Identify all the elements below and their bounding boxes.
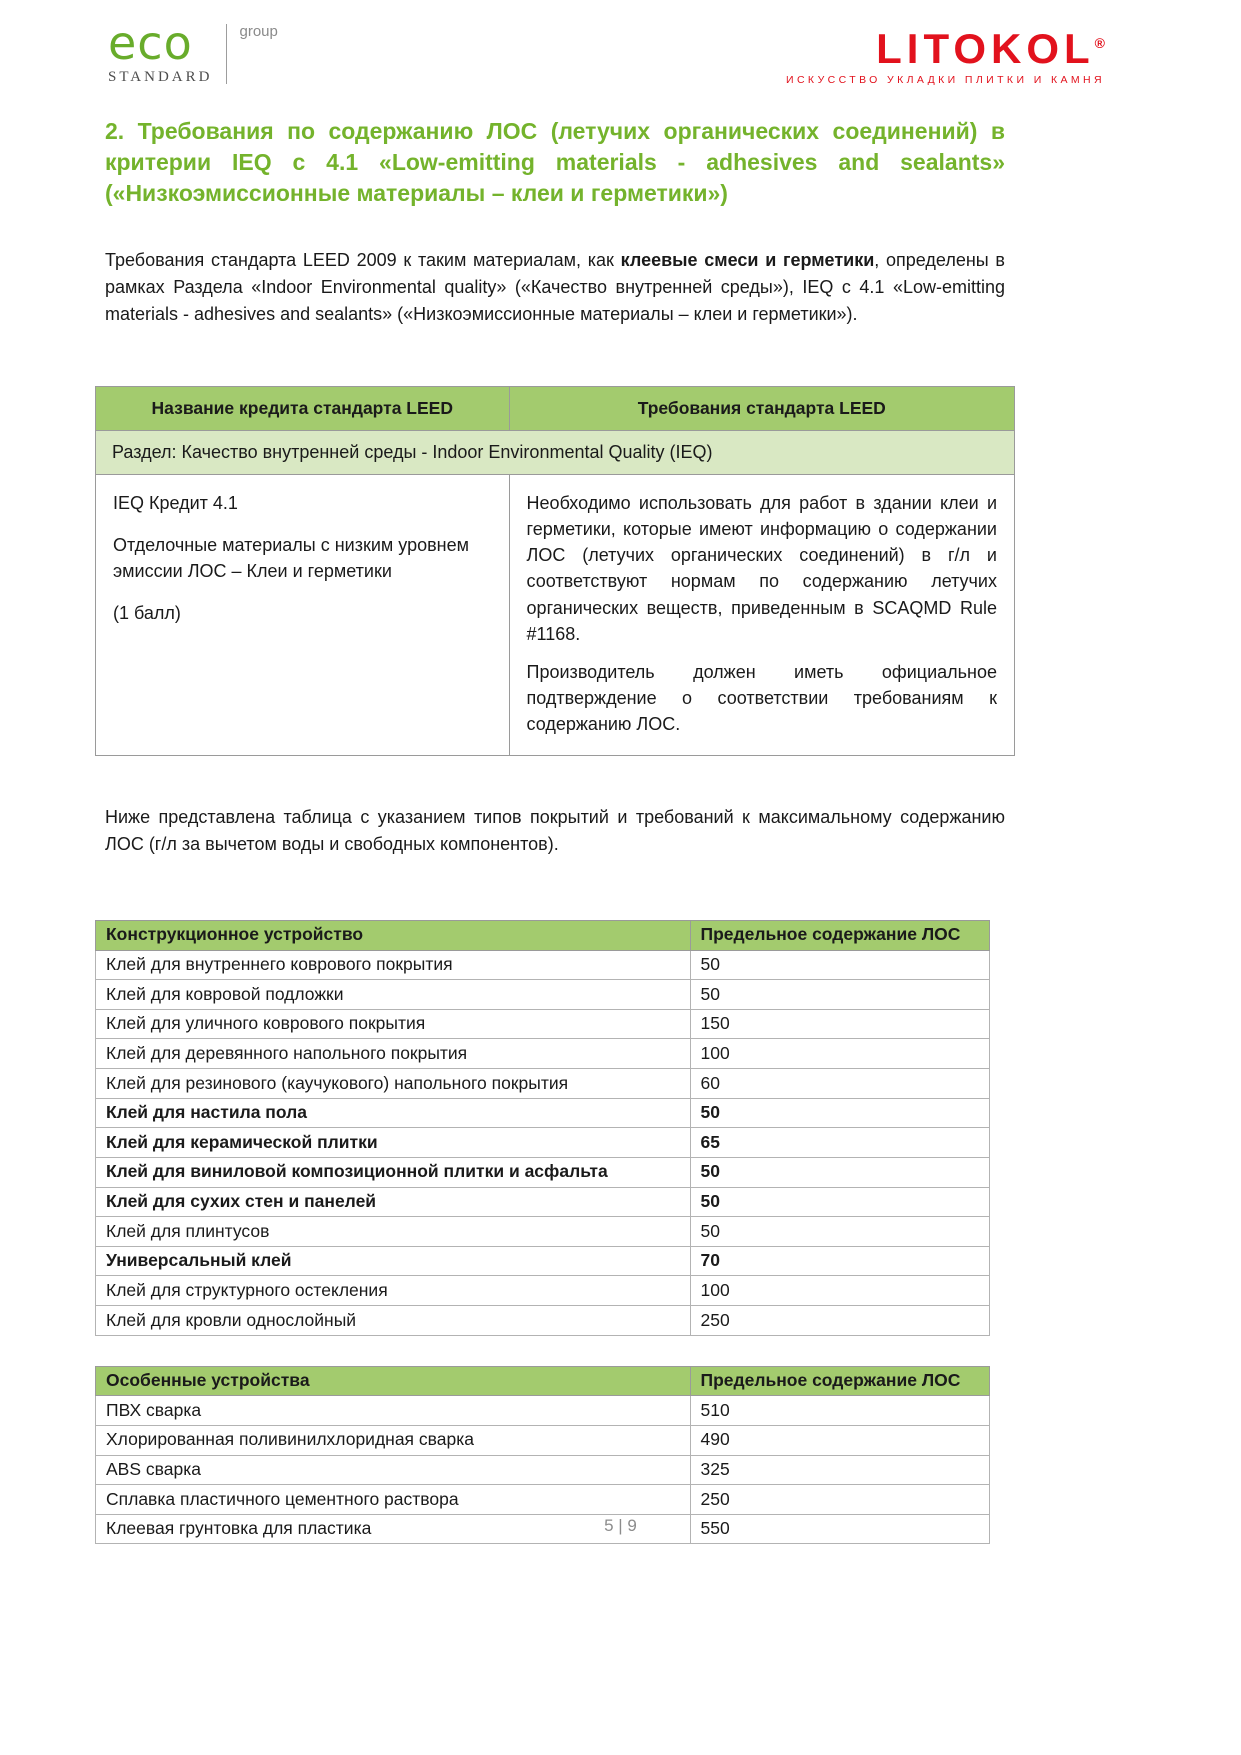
registered-mark-icon: ® bbox=[1094, 35, 1105, 51]
device-name-cell: Клей для уличного коврового покрытия bbox=[96, 1009, 691, 1039]
document-content bbox=[0, 116, 1241, 1544]
device-name-cell: ABS сварка bbox=[96, 1455, 691, 1485]
device-name-cell: Клей для керамической плитки bbox=[96, 1128, 691, 1158]
device-name-cell: Клей для резинового (каучукового) напольного покрытия bbox=[96, 1069, 691, 1099]
intro-part2: , определены в рамках Раздела «Indoor Environmental quality» («Качество внутренней среды»), IEQ с 4.1 «Low-emitting materials - adhesives and sealants» («Низкоэмиссионные материалы – клеи и герметики»). bbox=[105, 250, 1005, 325]
note-paragraph: Ниже представлена таблица с указанием типов покрытий и требований к максимальному содержанию ЛОС (г/л за вычетом воды и свободных компонентов). bbox=[105, 806, 1005, 854]
intro-bold: клеевые смеси и герметики bbox=[620, 250, 875, 271]
voc-limit-cell: 50 bbox=[690, 1217, 990, 1247]
leed-table-section-cell: Раздел: Качество внутренней среды - Indoor Environmental Quality (IEQ) bbox=[96, 431, 1015, 475]
device-name-cell: Клей для деревянного напольного покрытия bbox=[96, 1039, 691, 1069]
intro-part1: Требования стандарта LEED 2009 к таким материалам, как bbox=[105, 250, 621, 271]
voc-limit-cell: 150 bbox=[690, 1009, 990, 1039]
device-name-cell: Клей для сухих стен и панелей bbox=[96, 1187, 691, 1217]
leed-table-header-row bbox=[96, 387, 1015, 431]
special-table-header-device: Особенные устройства bbox=[96, 1366, 691, 1396]
device-name-cell: Клей для плинтусов bbox=[96, 1217, 691, 1247]
leed-table-header-requirements: Требования стандарта LEED bbox=[509, 387, 1014, 431]
table-row bbox=[96, 1039, 990, 1069]
device-name-cell: Клей для кровли однослойный bbox=[96, 1306, 691, 1336]
voc-limit-cell: 50 bbox=[690, 1098, 990, 1128]
table-row bbox=[96, 1009, 990, 1039]
table-row bbox=[96, 1098, 990, 1128]
leed-table-header-credit: Название кредита стандарта LEED bbox=[96, 387, 510, 431]
table-row bbox=[96, 1455, 990, 1485]
requirement-paragraph-1: Необходимо использовать для работ в здании клеи и герметики, которые имеют информацию о содержании ЛОС (летучих органических соединений) в г/л и соответствуют нормам по содержанию летучих органических веществ, приведенным в SCAQMD Rule #1168. bbox=[526, 493, 997, 644]
litokol-name-text: LITOKOL bbox=[876, 25, 1095, 72]
table-row bbox=[96, 1128, 990, 1158]
voc-limit-cell: 100 bbox=[690, 1039, 990, 1069]
eco-logo-standard: STANDARD bbox=[108, 68, 213, 85]
requirements-cell bbox=[509, 475, 1014, 756]
leed-table-section-row bbox=[96, 431, 1015, 475]
device-name-cell: Хлорированная поливинилхлоридная сварка bbox=[96, 1425, 691, 1455]
device-name-cell: Универсальный клей bbox=[96, 1246, 691, 1276]
table-row bbox=[96, 1485, 990, 1515]
eco-logo-divider bbox=[226, 24, 227, 84]
voc-limit-cell: 490 bbox=[690, 1425, 990, 1455]
voc-limit-cell: 50 bbox=[690, 1187, 990, 1217]
credit-title: IEQ Кредит 4.1 bbox=[113, 493, 238, 514]
credit-description: Отделочные материалы с низким уровнем эмиссии ЛОС – Клеи и герметики bbox=[113, 535, 469, 582]
voc-limit-cell: 550 bbox=[690, 1514, 990, 1544]
requirement-paragraph-2: Производитель должен иметь официальное подтверждение о соответствии требованиям к содержанию ЛОС. bbox=[526, 661, 997, 734]
table-row bbox=[96, 1069, 990, 1099]
voc-limit-cell: 325 bbox=[690, 1455, 990, 1485]
table-row bbox=[96, 1276, 990, 1306]
device-name-cell: Клеевая грунтовка для пластика bbox=[96, 1514, 691, 1544]
table-row bbox=[96, 1157, 990, 1187]
voc-limit-cell: 50 bbox=[690, 950, 990, 980]
eco-standard-logo bbox=[108, 16, 278, 86]
voc-limit-cell: 50 bbox=[690, 1157, 990, 1187]
credit-cell bbox=[96, 475, 510, 756]
special-table-header-row bbox=[96, 1366, 990, 1396]
device-name-cell: Сплавка пластичного цементного раствора bbox=[96, 1485, 691, 1515]
table-row bbox=[96, 950, 990, 980]
voc-limit-cell: 250 bbox=[690, 1485, 990, 1515]
eco-logo-main: eco bbox=[108, 16, 193, 70]
leed-requirements-table bbox=[95, 386, 1015, 756]
voc-table-header-row bbox=[96, 920, 990, 950]
table-row bbox=[96, 1306, 990, 1336]
table-row bbox=[96, 1396, 990, 1426]
device-name-cell: ПВХ сварка bbox=[96, 1396, 691, 1426]
device-name-cell: Клей для ковровой подложки bbox=[96, 980, 691, 1010]
table-row bbox=[96, 1217, 990, 1247]
device-name-cell: Клей для виниловой композиционной плитки и асфальта bbox=[96, 1157, 691, 1187]
voc-limit-cell: 60 bbox=[690, 1069, 990, 1099]
litokol-wordmark bbox=[786, 25, 1105, 72]
table-row bbox=[96, 1246, 990, 1276]
page-number: 5 | 9 bbox=[604, 1516, 637, 1535]
litokol-logo bbox=[786, 25, 1105, 86]
voc-limit-cell: 510 bbox=[690, 1396, 990, 1426]
table-row bbox=[96, 1187, 990, 1217]
section-heading: 2. Требования по содержанию ЛОС (летучих органических соединений) в критерии IEQ с 4.1 «Low-emitting materials - adhesives and sealants» («Низкоэмиссионные материалы – клеи и герметики») bbox=[105, 118, 1005, 207]
eco-logo-text bbox=[108, 16, 213, 86]
voc-limit-cell: 250 bbox=[690, 1306, 990, 1336]
litokol-tagline: ИСКУССТВО УКЛАДКИ ПЛИТКИ И КАМНЯ bbox=[786, 74, 1105, 86]
device-name-cell: Клей для внутреннего коврового покрытия bbox=[96, 950, 691, 980]
voc-limit-cell: 50 bbox=[690, 980, 990, 1010]
voc-table-header-limit: Предельное содержание ЛОС bbox=[690, 920, 990, 950]
table-row bbox=[96, 1425, 990, 1455]
eco-logo-group: group bbox=[239, 23, 278, 40]
credit-points: (1 балл) bbox=[113, 603, 181, 624]
voc-limits-table bbox=[95, 920, 990, 1336]
table-row bbox=[96, 980, 990, 1010]
intro-paragraph bbox=[105, 247, 1005, 328]
voc-limit-cell: 100 bbox=[690, 1276, 990, 1306]
voc-table-header-device: Конструкционное устройство bbox=[96, 920, 691, 950]
special-table-header-limit: Предельное содержание ЛОС bbox=[690, 1366, 990, 1396]
voc-limit-cell: 65 bbox=[690, 1128, 990, 1158]
leed-table-body-row bbox=[96, 475, 1015, 756]
device-name-cell: Клей для структурного остекления bbox=[96, 1276, 691, 1306]
page-header bbox=[0, 0, 1241, 86]
device-name-cell: Клей для настила пола bbox=[96, 1098, 691, 1128]
voc-limit-cell: 70 bbox=[690, 1246, 990, 1276]
